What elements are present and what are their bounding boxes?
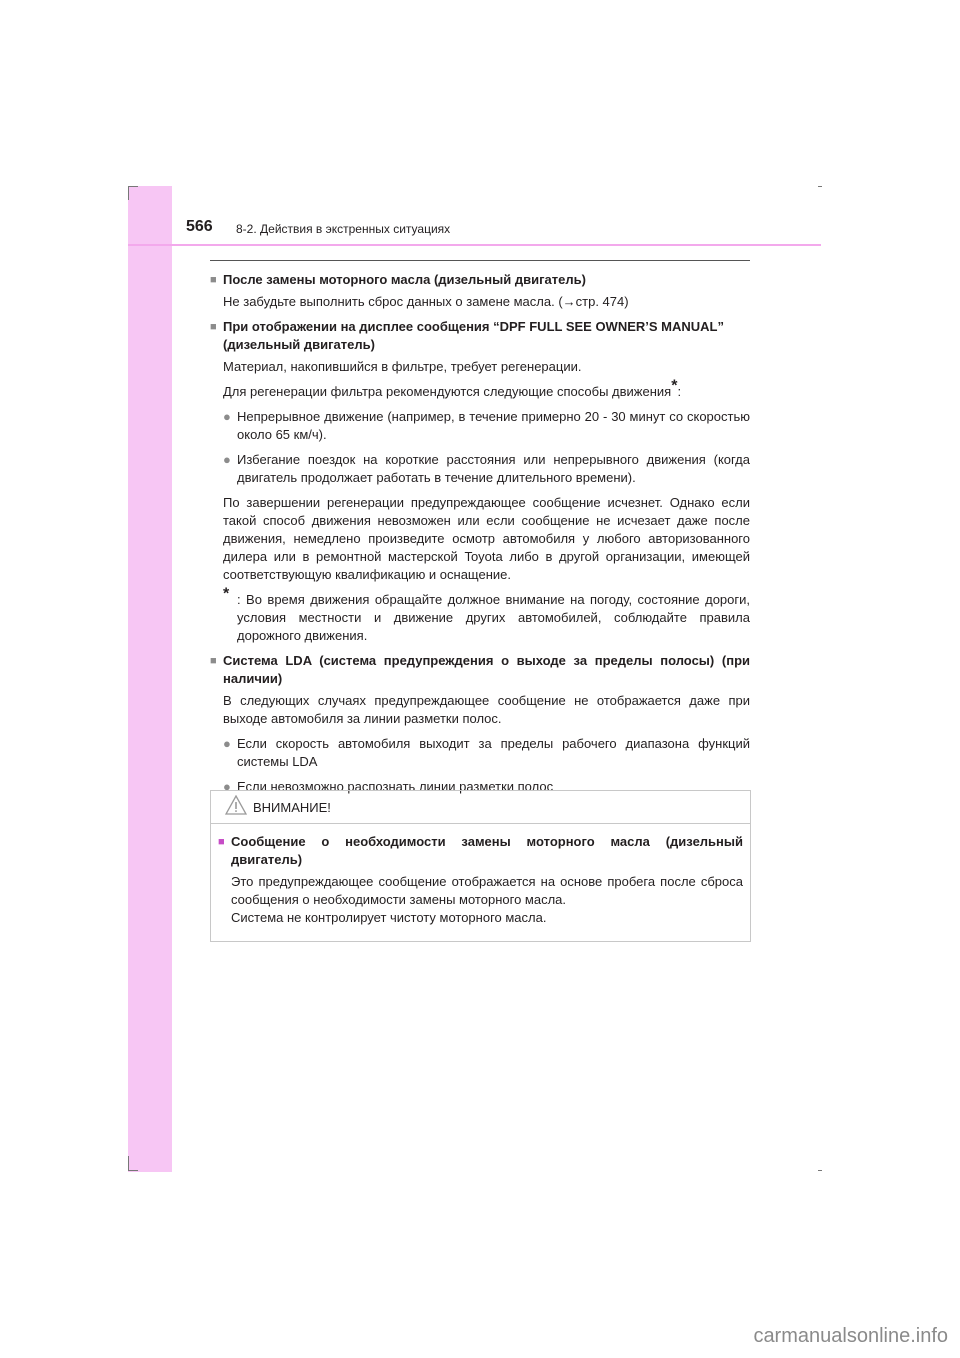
- crop-mark-bottom-left: [128, 1170, 138, 1171]
- crop-mark-top-left: [128, 186, 138, 187]
- bullet-icon: ●: [223, 409, 231, 424]
- section-heading-lda: ■ Система LDA (система предупреждения о выходе за пределы полосы) (при наличии): [210, 653, 750, 686]
- bullet-icon: ●: [223, 452, 231, 467]
- content-rule: [210, 260, 750, 261]
- square-marker-icon: ■: [218, 836, 225, 848]
- crop-mark-top-right: [818, 186, 822, 187]
- crop-mark-bottom-left-v: [128, 1156, 129, 1170]
- header-rule: [128, 244, 821, 246]
- paragraph: Не забудьте выполнить сброс данных о замене масла. (→стр. 474): [223, 294, 629, 309]
- bullet-icon: ●: [223, 779, 231, 794]
- footnote: * : Во время движения обращайте должное внимание на погоду, состояние дороги, условия местности и движение других автомобилей, соблюдайте правила дорожного движения.: [223, 585, 750, 643]
- paragraph: По завершении регенерации предупреждающее сообщение исчезнет. Однако если такой способ движения невозможен или если сообщение не исчезает даже после движения, немедлено произведите осмотр автомобиля у любого авторизованного дилера или в ремонтной мастерской Toyota либо в другой организации, имеющей соответствующую квалификацию и оснащение.: [223, 495, 750, 582]
- paragraph: Для регенерации фильтра рекомендуются следующие способы движения*:: [223, 377, 682, 399]
- crop-mark-top-left-v: [128, 186, 129, 200]
- warning-heading: ■ Сообщение о необходимости замены моторного масла (дизельный двигатель): [218, 834, 743, 867]
- bullet-icon: ●: [223, 736, 231, 751]
- warning-header: [211, 791, 750, 824]
- square-marker-icon: ■: [210, 655, 217, 667]
- footnote-star: *: [223, 585, 230, 603]
- list-item: ● Избегание поездок на короткие расстояния или непрерывного движения (когда двигатель продолжает работать в течение длительного времени).: [223, 452, 750, 485]
- section-heading-dpf: ■ При отображении на дисплее сообщения “DPF FULL SEE OWNER’S MANUAL” (дизельный двигатель): [210, 319, 724, 352]
- square-marker-icon: ■: [210, 321, 217, 333]
- watermark: carmanualsonline.info: [753, 1325, 948, 1347]
- list-item: ● Непрерывное движение (например, в течение примерно 20 - 30 минут со скоростью около 65 км/ч).: [223, 409, 750, 442]
- list-item: ● Если невозможно распознать линии разметки полос: [223, 779, 554, 794]
- footnote-star: *: [671, 377, 678, 395]
- list-item: ● Если скорость автомобиля выходит за пределы рабочего диапазона функций системы LDA: [223, 736, 750, 769]
- chapter-title: 8-2. Действия в экстренных ситуациях: [236, 222, 451, 236]
- page-side-tab: [128, 186, 172, 1172]
- warning-body: [211, 824, 750, 927]
- warning-triangle-icon: [225, 795, 247, 820]
- warning-title: ВНИМАНИЕ!: [253, 799, 331, 815]
- section-heading-oil: ■ После замены моторного масла (дизельный двигатель): [210, 272, 586, 287]
- paragraph: Материал, накопившийся в фильтре, требует регенерации.: [223, 359, 582, 374]
- warning-text: Это предупреждающее сообщение отображается на основе пробега после сброса сообщения о необходимости замены моторного масла.: [231, 874, 743, 907]
- crop-mark-bottom-right: [818, 1170, 822, 1171]
- warning-box: [210, 790, 751, 942]
- page-number: 566: [186, 218, 213, 235]
- square-marker-icon: ■: [210, 274, 217, 286]
- warning-text: Система не контролирует чистоту моторного масла.: [231, 910, 547, 925]
- paragraph: В следующих случаях предупреждающее сообщение не отображается даже при выходе автомобиля за линии разметки полос.: [223, 693, 750, 726]
- page-content: [210, 268, 750, 803]
